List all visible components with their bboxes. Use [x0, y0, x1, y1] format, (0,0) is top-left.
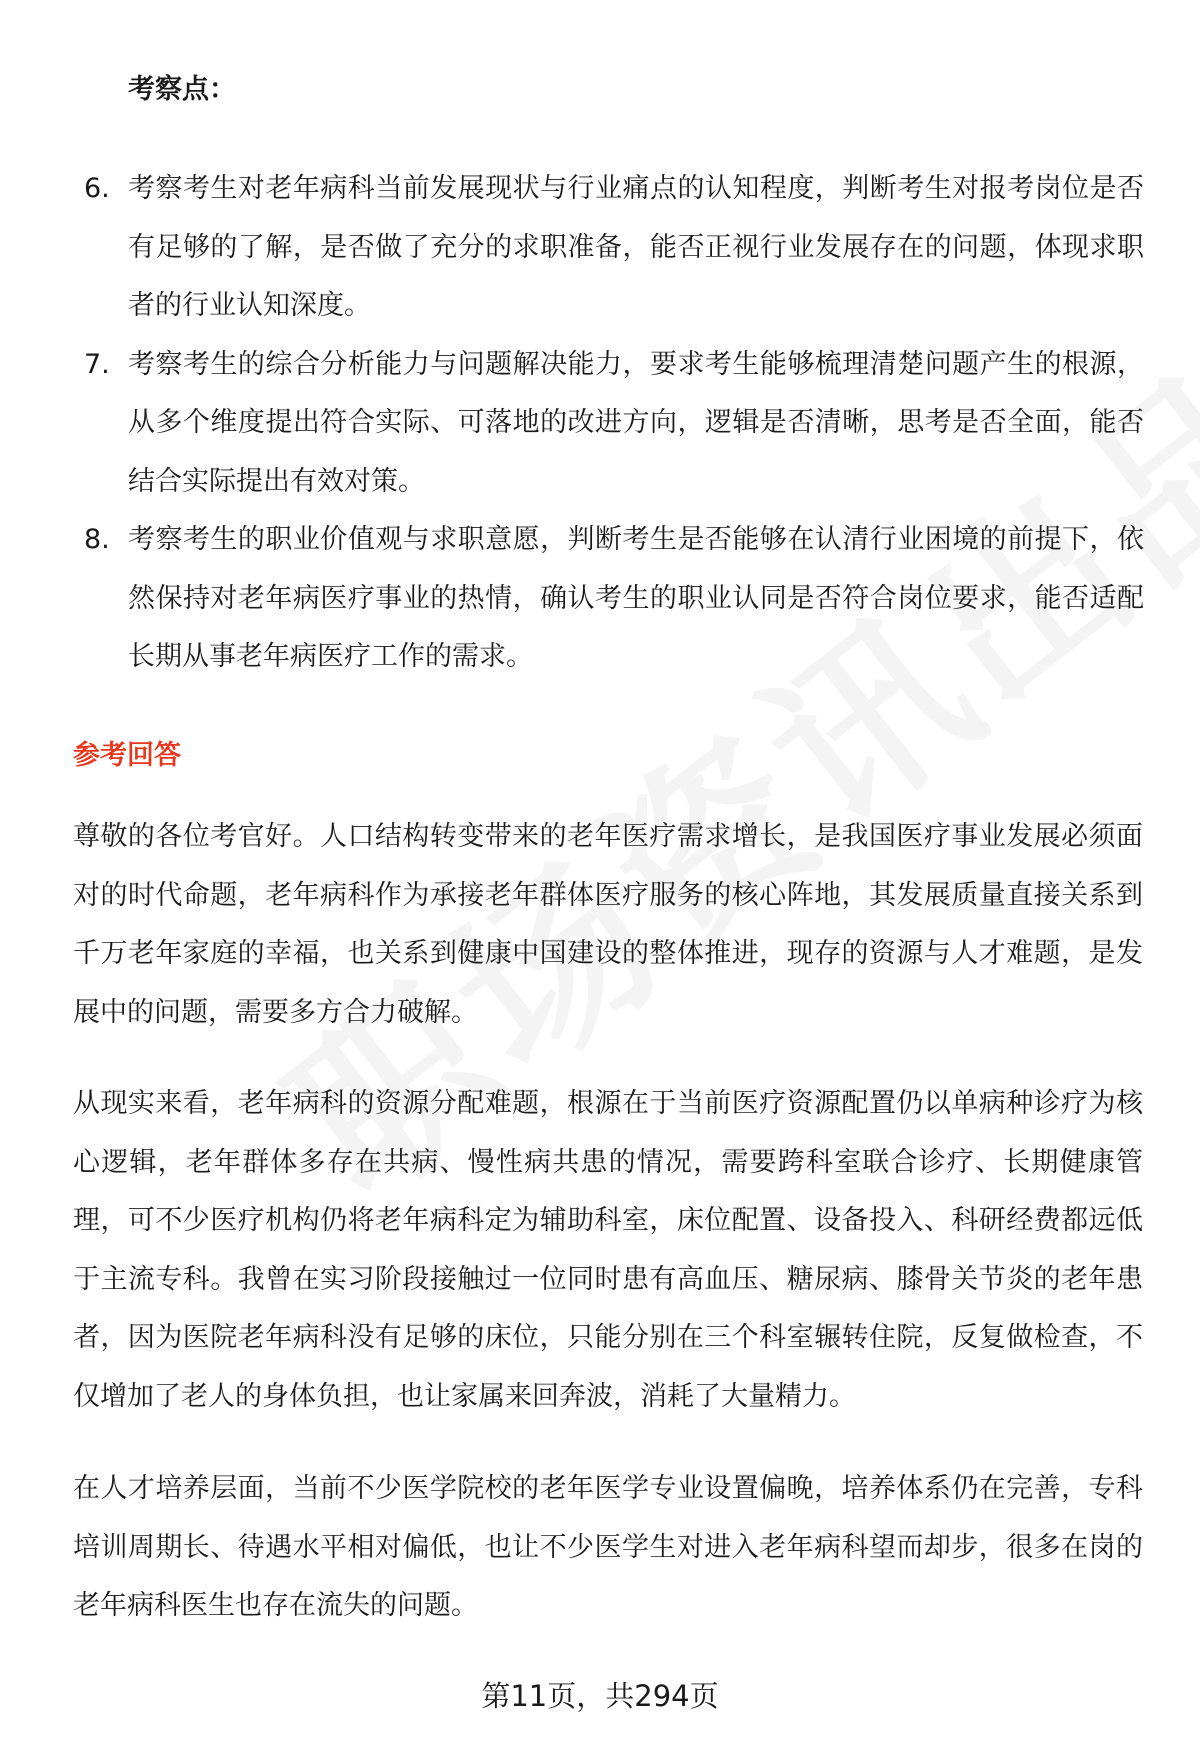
list-number: 8.	[84, 524, 110, 555]
list-number: 7.	[84, 348, 110, 380]
page-number-footer: 第11页，共294页	[481, 1679, 719, 1713]
answer-paragraph: 尊敬的各位考官好。人口结构转变带来的老年医疗需求增长，是我国医疗事业发展必须面对的时代命题，老年病科作为承接老年群体医疗服务的核心阵地，其发展质量直接关系到千万老年家庭的幸福，也关系到健康中国建设的整体推进，现存的资源与人才难题，是发展中的问题，需要多方合力破解。	[73, 821, 1143, 1028]
answer-paragraph: 从现实来看，老年病科的资源分配难题，根源在于当前医疗资源配置仍以单病种诊疗为核心逻辑，老年群体多存在共病、慢性病共患的情况，需要跨科室联合诊疗、长期健康管理，可不少医疗机构仍将老年病科定为辅助科室，床位配置、设备投入、科研经费都远低于主流专科。我曾在实习阶段接触过一位同时患有高血压、糖尿病、膝骨关节炎的老年患者，因为医院老年病科没有足够的床位，只能分别在三个科室辗转住院，反复做检查，不仅增加了老人的身体负担，也让家属来回奔波，消耗了大量精力。	[73, 1088, 1143, 1412]
assessment-points-list	[0, 160, 1200, 687]
section-title: 考察点：	[128, 74, 236, 105]
list-text: 考察考生的综合分析能力与问题解决能力，要求考生能够梳理清楚问题产生的根源，从多个维度提出符合实际、可落地的改进方向，逻辑是否清晰，思考是否全面，能否结合实际提出有效对策。	[128, 348, 1144, 497]
list-item	[0, 160, 1200, 336]
reference-answer-title: 参考回答	[73, 740, 181, 771]
list-item	[0, 336, 1200, 512]
list-item	[0, 511, 1200, 687]
list-text: 考察考生对老年病科当前发展现状与行业痛点的认知程度，判断考生对报考岗位是否有足够的了解，是否做了充分的求职准备，能否正视行业发展存在的问题，体现求职者的行业认知深度。	[128, 173, 1144, 321]
answer-paragraph: 在人才培养层面，当前不少医学院校的老年医学专业设置偏晚，培养体系仍在完善，专科培训周期长、待遇水平相对偏低，也让不少医学生对进入老年病科望而却步，很多在岗的老年病科医生也存在流失的问题。	[73, 1473, 1143, 1621]
list-number: 6.	[84, 173, 110, 204]
list-text: 考察考生的职业价值观与求职意愿，判断考生是否能够在认清行业困境的前提下，依然保持对老年病医疗事业的热情，确认考生的职业认同是否符合岗位要求，能否适配长期从事老年病医疗工作的需求。	[128, 524, 1144, 672]
